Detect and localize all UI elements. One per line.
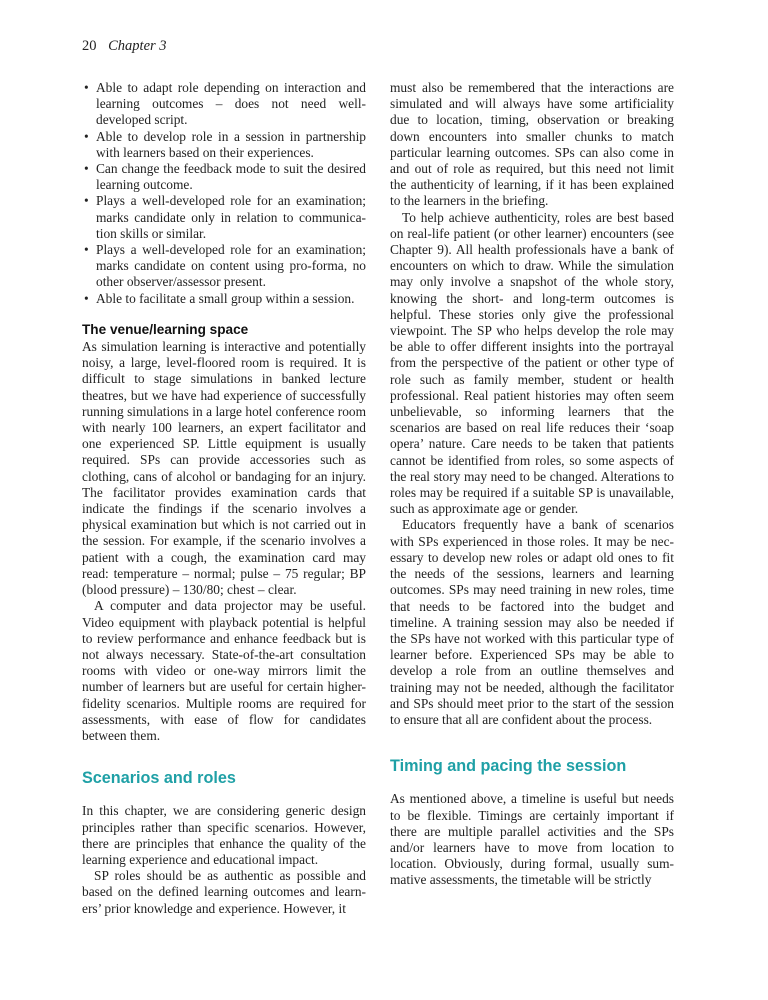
- right-column: [390, 80, 674, 889]
- list-item: • Plays a well-developed role for an examination; marks candidate on content using pro-forma, no other observer/assessor present.: [84, 242, 366, 290]
- bullet-icon: •: [84, 161, 89, 177]
- running-head: [82, 38, 167, 55]
- body-paragraph: To help achieve authenticity, roles are best based on real-life patient (or other learner) encounters (see Chapter 9). All health professionals have a bank of encounters on which to draw. While the simulation may only involve a snapshot of the whole story, knowing the short- and long-term outcomes is helpful. These stories only give the professional viewpoint. The SP who helps develop the role may be able to offer different insights into the portrayal from the perspective of the patient or other type of role such as family member, student or health professional. Real patient histories may often seem unbelievable, so informing learners that the scenarios are based on real life reduces their ‘soap opera’ nature. Care needs to be taken that patients cannot be identified from roles, so some aspects of the real story may need to be changed. Alterations to roles may be required if a suitable SP is unavailable, such as approximate age or gender.: [390, 209, 674, 517]
- venue-heading: The venue/learning space: [82, 321, 249, 337]
- left-column: [82, 80, 366, 917]
- venue-paragraph: As simulation learning is interactive and potentially noisy, a large, level-floored room is required. It is difficult to stage simulations in banked lecture theatres, but we have had experience of successfully running simulations in a large hotel conference room with nearly 100 learners, an expert facilitator and one experienced SP. Little equipment is usually required. SPs can provide accessories such as clothing, cans of alcohol or bandaging for an injury. The facilitator provides examination cards that indicate the findings if the scenario involves a physical examination but which is not carried out in the session. For example, if the scenario involves a patient with a cough, the examination card may read: temperature – normal; pulse – 75 regular; BP (blood pressure) – 130/80; chest – clear.: [82, 339, 366, 598]
- list-item: • Able to adapt role depending on interaction and learning outcomes – does not need well-developed script.: [84, 80, 366, 128]
- timing-heading: Timing and pacing the session: [390, 757, 627, 776]
- body-paragraph: Educators frequently have a bank of scenarios with SPs experienced in those roles. It may be necessary to develop new roles or adapt old ones to fit the needs of the sessions, learners and learning outcomes. SPs may need training in new roles, time that needs to be factored into the budget and timeline. A training session may also be needed if the SPs have not worked with this particular type of learner before. Experienced SPs may be able to develop a role from an outline themselves and training may not be needed, although the facilitator and SPs should meet prior to the start of the session to ensure that all are confident about the process.: [390, 517, 674, 727]
- list-item: • Able to facilitate a small group within a session.: [84, 290, 355, 306]
- list-item: • Can change the feedback mode to suit the desired learning outcome.: [84, 161, 366, 193]
- scenarios-heading: Scenarios and roles: [82, 769, 236, 788]
- bullet-icon: •: [84, 193, 89, 209]
- competency-list: [82, 80, 366, 307]
- page-number: 20: [82, 38, 97, 54]
- bullet-icon: •: [84, 290, 89, 306]
- body-paragraph: must also be remembered that the interactions are simulated and will always have some artificiality due to location, timing, observation or breaking down encounters into smaller chunks to match particular learning outcomes. SPs can also come in and out of role as required, but this need not limit the authenticity of learning, if it has been explained to the learners in the briefing.: [390, 80, 674, 209]
- timing-paragraph: As mentioned above, a timeline is useful but needs to be flexible. Timings are certainly important if there are multiple parallel activities and the SPs and/or learners have to move from location to location. Obviously, during formal, usually summative assessments, the timetable will be strictly: [390, 791, 674, 888]
- bullet-icon: •: [84, 128, 89, 144]
- bullet-icon: •: [84, 242, 89, 258]
- chapter-label: Chapter 3: [108, 38, 167, 54]
- scenarios-paragraph: In this chapter, we are considering generic design principles rather than specific scenarios. However, there are principles that enhance the quality of the learning experience and educational impact.: [82, 803, 366, 867]
- list-item: • Able to develop role in a session in partnership with learners based on their experiences.: [84, 128, 366, 160]
- bullet-icon: •: [84, 80, 89, 95]
- list-item: • Plays a well-developed role for an examination; marks candidate only in relation to communication skills or similar.: [84, 193, 366, 241]
- venue-paragraph: A computer and data projector may be useful. Video equipment with playback potential is helpful to review performance and enhance feedback but is not always necessary. State-of-the-art consultation rooms with video or one-way mirrors limit the number of learners but are useful for certain higher-fidelity scenarios. Multiple rooms are required for assessments, with ease of flow for candidates between them.: [82, 598, 366, 743]
- scenarios-paragraph: SP roles should be as authentic as possible and based on the defined learning outcomes and learners’ prior knowledge and experience. However, it: [82, 868, 366, 916]
